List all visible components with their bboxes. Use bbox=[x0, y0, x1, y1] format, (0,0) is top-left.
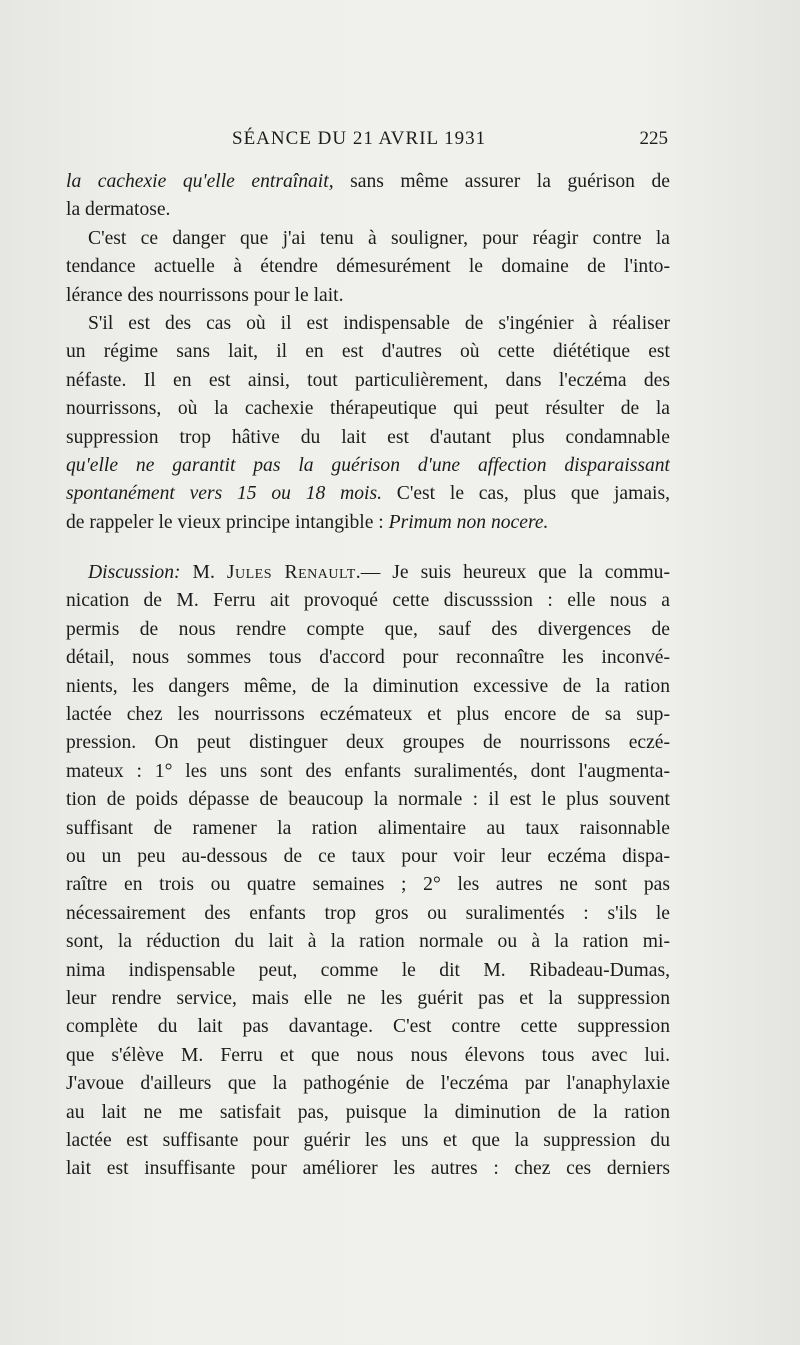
text-line: mateux : 1° les uns sont des enfants suralimentés, dont l'augmenta- bbox=[66, 760, 670, 782]
text-line: spontanément vers 15 ou 18 mois. C'est le cas, plus que jamais, bbox=[66, 483, 670, 505]
text-line: lactée chez les nourrissons eczémateux et plus encore de sa sup- bbox=[66, 704, 670, 726]
text-line: nourrissons, où la cachexie thérapeutique qui peut résulter de la bbox=[66, 398, 670, 420]
text-line: nication de M. Ferru ait provoqué cette discusssion : elle nous a bbox=[66, 590, 670, 612]
text-line: la dermatose. bbox=[66, 199, 171, 221]
paragraph-1 bbox=[66, 168, 670, 225]
body-text bbox=[66, 168, 670, 1184]
text-line: qu'elle ne garantit pas la guérison d'une affection disparaissant bbox=[66, 454, 670, 476]
text-line: tendance actuelle à étendre démesurément le domaine de l'into- bbox=[66, 256, 670, 278]
text-line: un régime sans lait, il en est d'autres où cette diététique est bbox=[66, 341, 670, 363]
paragraph-2 bbox=[66, 225, 670, 310]
text-line: C'est ce danger que j'ai tenu à souligner, pour réagir contre la bbox=[88, 227, 670, 249]
speaker-name: Jules Renault bbox=[226, 562, 356, 584]
text-line: lactée est suffisante pour guérir les uns et que la suppression du bbox=[66, 1129, 670, 1151]
text-line: tion de poids dépasse de beaucoup la normale : il est le plus souvent bbox=[66, 789, 670, 811]
text-line: permis de nous rendre compte que, sauf des divergences de bbox=[66, 618, 670, 640]
text-line: au lait ne me satisfait pas, puisque la diminution de la ration bbox=[66, 1101, 670, 1123]
discussion-paragraph bbox=[66, 559, 670, 1184]
paragraph-gap bbox=[66, 537, 670, 559]
text-line: suffisant de ramener la ration alimentaire au taux raisonnable bbox=[66, 817, 670, 839]
running-head-title: SÉANCE DU 21 AVRIL 1931 bbox=[232, 128, 487, 149]
text-line: Discussion: M. Jules Renault.— Je suis heureux que la commu- bbox=[88, 562, 670, 584]
text-line: raître en trois ou quatre semaines ; 2° les autres ne sont pas bbox=[66, 874, 670, 896]
text-line: nients, les dangers même, de la diminution excessive de la ration bbox=[66, 675, 670, 697]
text-line: de rappeler le vieux principe intangible : Primum non nocere. bbox=[66, 511, 549, 533]
text-line: J'avoue d'ailleurs que la pathogénie de l'eczéma par l'anaphylaxie bbox=[66, 1073, 670, 1095]
text-line: nima indispensable peut, comme le dit M. Ribadeau-Dumas, bbox=[66, 959, 670, 981]
text-line: S'il est des cas où il est indispensable de s'ingénier à réaliser bbox=[88, 312, 670, 334]
text-line: ou un peu au-dessous de ce taux pour voir leur eczéma dispa- bbox=[66, 845, 670, 867]
text-line: pression. On peut distinguer deux groupes de nourrissons eczé- bbox=[66, 732, 670, 754]
text-line: complète du lait pas davantage. C'est contre cette suppression bbox=[66, 1016, 670, 1038]
text-line: nécessairement des enfants trop gros ou suralimentés : s'ils le bbox=[66, 902, 670, 924]
text-line: néfaste. Il en est ainsi, tout particulièrement, dans l'eczéma des bbox=[66, 369, 670, 391]
text-line: lait est insuffisante pour améliorer les autres : chez ces derniers bbox=[66, 1158, 670, 1180]
text-line: la cachexie qu'elle entraînait, sans même assurer la guérison de bbox=[66, 171, 670, 192]
text-line: leur rendre service, mais elle ne les guérit pas et la suppression bbox=[66, 987, 670, 1009]
text-line: que s'élève M. Ferru et que nous nous élevons tous avec lui. bbox=[66, 1044, 670, 1066]
text-line: détail, nous sommes tous d'accord pour reconnaître les inconvé- bbox=[66, 647, 670, 669]
page-number: 225 bbox=[639, 128, 668, 149]
text-line: suppression trop hâtive du lait est d'autant plus condamnable bbox=[66, 426, 670, 448]
discussion-label: Discussion: bbox=[88, 562, 181, 584]
text-line: sont, la réduction du lait à la ration normale ou à la ration mi- bbox=[66, 931, 670, 953]
running-head bbox=[68, 128, 668, 158]
paragraph-3 bbox=[66, 310, 670, 537]
text-line: lérance des nourrissons pour le lait. bbox=[66, 284, 344, 306]
